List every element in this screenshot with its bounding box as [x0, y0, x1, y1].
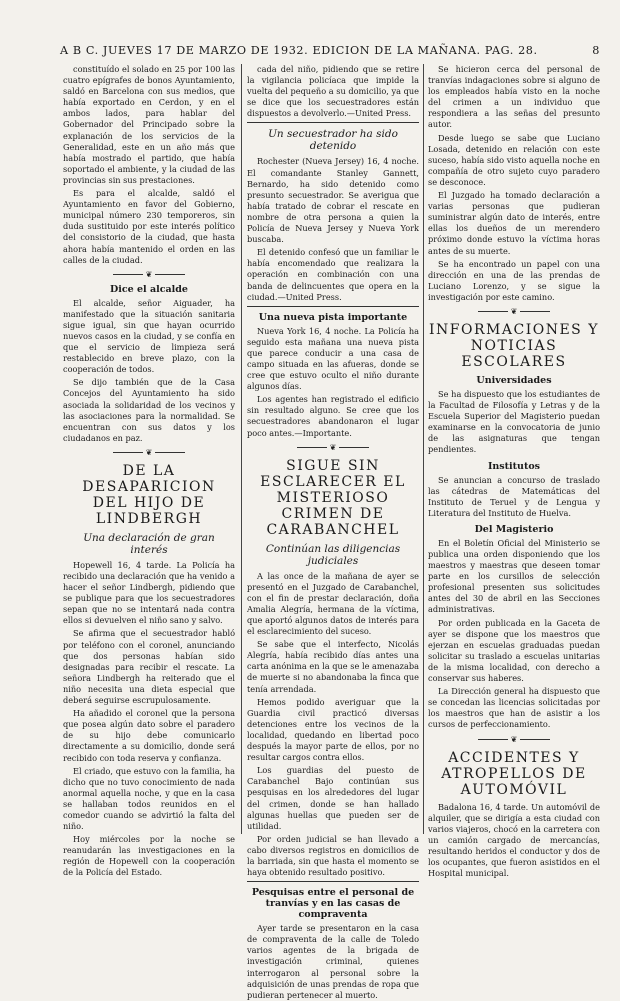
article-paragraph: El criado, que estuvo con la familia, ha dicho que no tuvo conocimiento de nada anormal aquella noche, y que en la casa se hallaban todos reunidos en el comedor cuando se advirtió la falta del niño.	[63, 765, 235, 832]
article-paragraph: El Juzgado ha tomado declaración a varias personas que pudieran suministrar algún dato de interés, entre ellas los dueños de un merendero próximo donde estuvo la víctima horas antes de su muerte.	[428, 190, 600, 256]
article-paragraph: A las once de la mañana de ayer se presentó en el Juzgado de Carabanchel, con el fin de prestar declaración, doña Amalia Alegría, hermana de la víctima, que aportó algunos datos de interés para el esclarecimiento del suceso.	[247, 570, 419, 637]
section-rule	[247, 881, 419, 882]
headline-carabanchel: SIGUE SIN ESCLARECER EL MISTERIOSO CRIMEN DE CARABANCHEL	[260, 457, 406, 538]
article-paragraph: Se hicieron cerca del personal de tranvías indagaciones sobre si alguno de los empleados había visto en la noche del crimen a un individuo que respondiera a las señas del presunto autor.	[428, 64, 600, 130]
subheading-institutos: Institutos	[487, 460, 541, 472]
section-rule	[247, 306, 419, 307]
subheading-alcalde: Dice el alcalde	[110, 283, 188, 295]
article-paragraph: Se anuncian a concurso de traslado las cátedras de Matemáticas del Instituto de Teruel y de Lengua y Literatura del Instituto de Huelva.	[428, 474, 600, 518]
article-paragraph: La Dirección general ha dispuesto que se concedan las licencias solicitadas por los maestros que han de asistir a los cursos de perfeccionamiento.	[428, 686, 600, 730]
subheading-magisterio: Del Magisterio	[474, 523, 554, 535]
subheadline-diligencias: Continúan las diligencias judiciales	[265, 542, 401, 567]
article-paragraph: Por orden publicada en la Gaceta de ayer se dispone que los maestros que ejerzan en escuelas graduadas puedan solicitar su traslado a escuelas unitarias de la misma localidad, con derecho a conservar sus haberes.	[428, 617, 600, 684]
article-paragraph: Hopewell 16, 4 tarde. La Policía ha recibido una declaración que ha venido a hacer el señor Lindbergh, pidiendo que se publique para que los secuestradores sepan que no se intentará nada contra ellos si devuelven el niño sano y salvo.	[63, 559, 235, 626]
subheading-pesquisas: Pesquisas entre el personal de tranvías y en las casas de compraventa	[251, 887, 415, 921]
subheadline-declaracion: Una declaración de gran interés	[83, 531, 215, 556]
article-paragraph: Ayer tarde se presentaron en la casa de compraventa de la calle de Toledo varios agentes de la brigada de investigación criminal, quienes interrogaron al personal sobre la adquisición de unas prendas de ropa que pudieran pertenecer al muerto.	[247, 923, 419, 1000]
headline-accidentes: ACCIDENTES Y ATROPELLOS DE AUTOMÓVIL	[441, 749, 587, 798]
section-ornament: ❦	[63, 447, 235, 457]
article-paragraph: El detenido confesó que un familiar le había encomendado que realizara la operación en combinación con una banda de delincuentes que opera en la ciudad.—United Press.	[247, 247, 419, 302]
column-middle	[247, 64, 419, 1000]
section-ornament: ❦	[428, 306, 600, 316]
article-paragraph: Es para el alcalde, saldó el Ayuntamiento en favor del Gobierno, municipal número 230 temporeros, sin duda sustituido por este interés político del consistorio de la ciudad, que hasta ahora había mantenido el orden en las calles de la ciudad.	[63, 188, 235, 265]
article-paragraph: Se dijo también que de la Casa Concejos del Ayuntamiento ha sido asociada la solidaridad de los vecinos y las asociaciones para la normalidad. Se encuentran con sus datos y los ciudadanos en paz.	[63, 377, 235, 443]
column-divider	[241, 64, 242, 834]
article-paragraph: Los guardias del puesto de Carabanchel Bajo continúan sus pesquisas en los alrededores del lugar del crimen, donde se han hallado algunas huellas que pueden ser de utilidad.	[247, 765, 419, 831]
article-paragraph: Badalona 16, 4 tarde. Un automóvil de alquiler, que se dirigía a esta ciudad con varios viajeros, chocó en la carretera con un camión cargado de mercancías, resultando heridos el conductor y dos de los ocupantes, que fueron asistidos en el Hospital municipal.	[428, 801, 600, 879]
headline-lindbergh: DE LA DESAPARICION DEL HIJO DE LINDBERGH	[82, 462, 216, 527]
article-paragraph: Por orden judicial se han llevado a cabo diversos registros en domicilios de la barriada, sin que hasta el momento se haya obtenido resultado positivo.	[247, 833, 419, 878]
article-paragraph: Nueva York 16, 4 noche. La Policía ha seguido esta mañana una nueva pista que parece conducir a una casa de campo situada en las afueras, donde se cree que estuvo oculto el niño durante algunos días.	[247, 325, 419, 392]
subheadline-secuestrador: Un secuestrador ha sido detenido	[268, 128, 398, 153]
headline-noticias-escolares: INFORMACIONES Y NOTICIAS ESCOLARES	[429, 321, 599, 370]
article-paragraph: En el Boletín Oficial del Ministerio se publica una orden disponiendo que los maestros y maestras que deseen tomar parte en los cursillos de selección profesional presenten sus solicitudes antes del 30 de abril en las Secciones administrativas.	[428, 537, 600, 615]
article-paragraph: Hoy miércoles por la noche se reanudarán las investigaciones en la región de Hopewell con la cooperación de la Policía del Estado.	[63, 834, 235, 878]
section-ornament: ❦	[63, 269, 235, 279]
subheading-nueva-pista: Una nueva pista importante	[258, 311, 408, 323]
section-ornament: ❦	[428, 734, 600, 744]
article-paragraph: Se sabe que el interfecto, Nicolás Alegría, había recibido días antes una carta anónima en la que se le amenazaba de muerte si no abandonaba la finca que tenía arrendada.	[247, 639, 419, 694]
article-paragraph: Desde luego se sabe que Luciano Losada, detenido en relación con este suceso, había sido visto aquella noche en compañía de otro sujeto cuyo paradero se desconoce.	[428, 132, 600, 187]
section-rule	[247, 122, 419, 123]
page-header	[60, 44, 600, 57]
column-left	[63, 64, 235, 878]
section-ornament: ❦	[247, 442, 419, 452]
article-paragraph: Se ha dispuesto que los estudiantes de la Facultad de Filosofía y Letras y de la Escuela Superior del Magisterio puedan examinarse en la convocatoria de junio de las asignaturas que tengan pendientes.	[428, 388, 600, 455]
article-paragraph: cada del niño, pidiendo que se retire la vigilancia policíaca que impide la vuelta del pequeño a su domicilio, ya que se dice que los secuestradores están dispuestos a devolverlo.—United Press.	[247, 64, 419, 119]
article-paragraph: Se ha encontrado un papel con una dirección en una de las prendas de Luciano Lorenzo, y se sigue la investigación por este camino.	[428, 258, 600, 302]
column-divider	[423, 64, 424, 834]
header-dateline: A B C. JUEVES 17 DE MARZO DE 1932. EDICION DE LA MAÑANA. PAG. 28.	[60, 44, 538, 57]
article-paragraph: Hemos podido averiguar que la Guardia civil practicó diversas detenciones entre los vecinos de la localidad, quedando en libertad poco después la mayor parte de ellos, por no resultar cargos contra ellos.	[247, 696, 419, 763]
column-right	[428, 64, 600, 879]
header-page-number: 8	[592, 44, 600, 57]
article-paragraph: constituído el solado en 25 por 100 las cuatro epígrafes de bonos Ayuntamiento, saldó en Barcelona con sus medios, que había exportado en Cerdon, y en el ambos lados, para hablar del Gobernador del Principado sobre la explanación de los servicios de la Generalidad, este en un año más que había mostrado el partido, que había soportado el ambiente, y la ciudad de las provincias sin sus prestaciones.	[63, 64, 235, 185]
article-paragraph: El alcalde, señor Aiguader, ha manifestado que la situación sanitaria sigue igual, sin que hayan ocurrido nuevos casos en la ciudad, y se confía en que el servicio de limpieza será restablecido en breve plazo, con la cooperación de todos.	[63, 297, 235, 375]
subheading-universidades: Universidades	[476, 374, 552, 386]
article-paragraph: Se afirma que el secuestrador habló por teléfono con el coronel, anunciando que dos personas habían sido designadas para recibir el rescate. La señora Lindbergh ha reiterado que el niño necesita una dieta especial que deberá seguirse escrupulosamente.	[63, 628, 235, 706]
article-paragraph: Rochester (Nueva Jersey) 16, 4 noche. El comandante Stanley Gannett, Bernardo, ha sido detenido como presunto secuestrador. Se averigua que había tratado de cobrar el rescate en nombre de otra persona a quien la Policía de Nueva Jersey y Nueva York buscaba.	[247, 156, 419, 245]
article-paragraph: Los agentes han registrado el edificio sin resultado alguno. Se cree que los secuestradores abandonaron el lugar poco antes.—Importante.	[247, 394, 419, 438]
article-paragraph: Ha añadido el coronel que la persona que posea algún dato sobre el paradero de su hijo debe comunicarlo directamente a su domicilio, donde será recibido con toda reserva y confianza.	[63, 708, 235, 763]
